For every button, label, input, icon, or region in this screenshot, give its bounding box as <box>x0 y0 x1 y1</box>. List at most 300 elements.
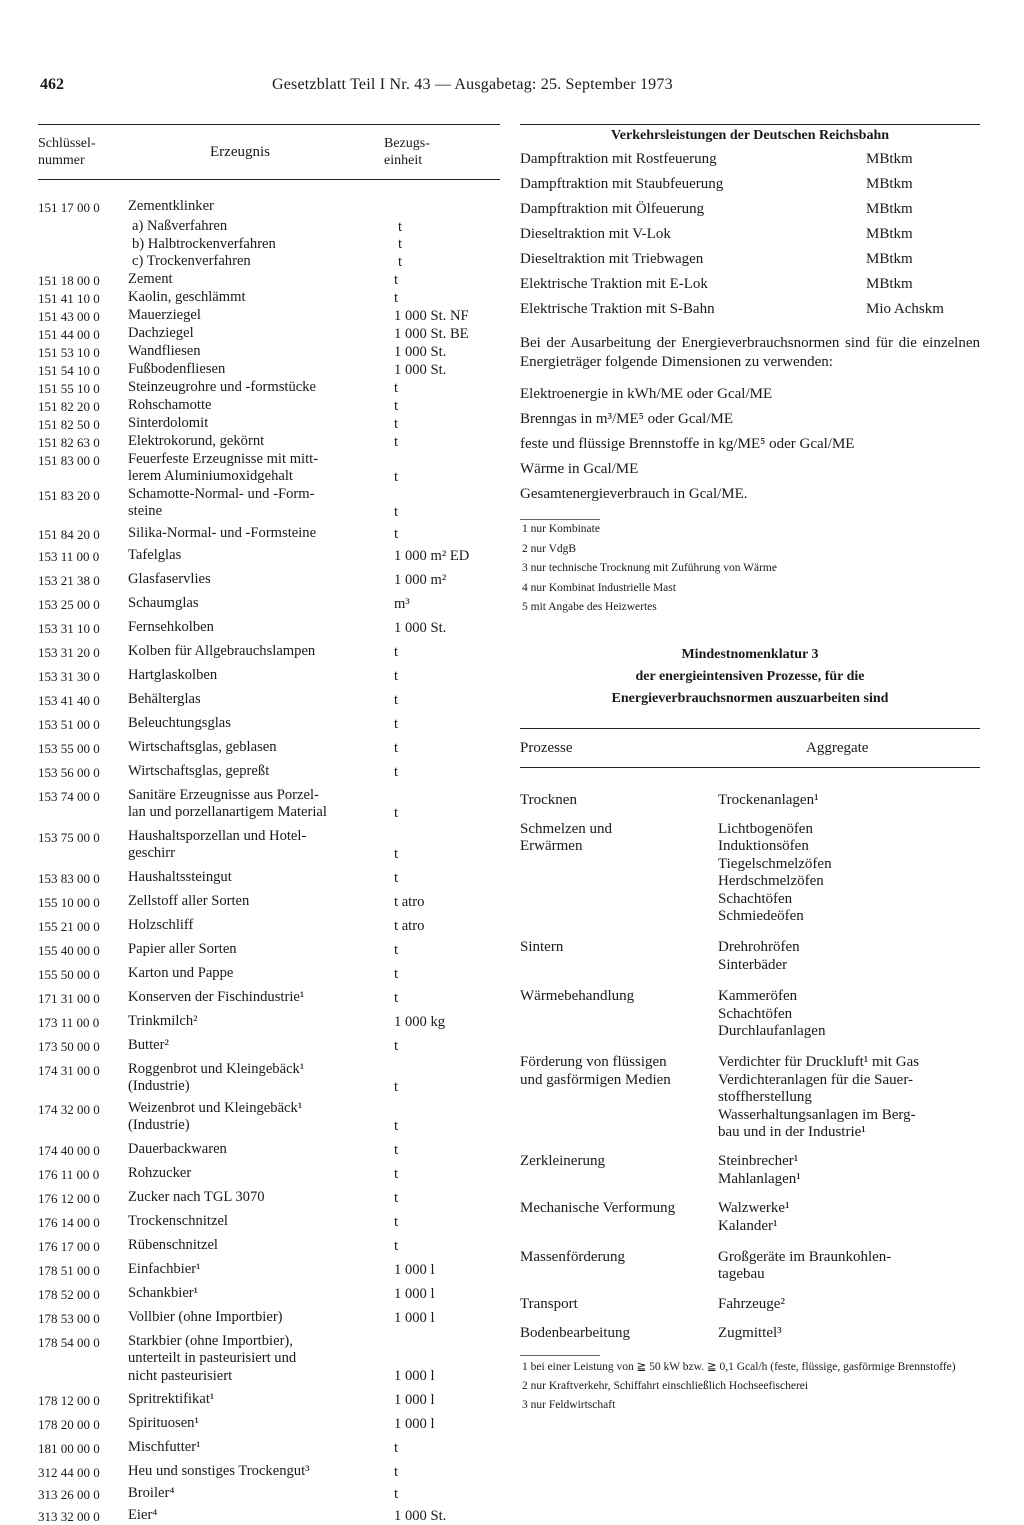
footnote-divider <box>520 1355 600 1356</box>
product-name <box>128 1061 394 1096</box>
product-name <box>128 1013 394 1031</box>
nomenklatur-row <box>520 821 980 925</box>
key-number: 153 11 00 0 <box>38 548 100 564</box>
product-line: Vollbier (ohne Importbier) <box>128 1308 283 1325</box>
unit: 1 000 St. NF <box>394 307 469 324</box>
process <box>520 939 718 974</box>
aggregate-line: Drehrohröfen <box>718 939 800 956</box>
transport-name: Elektrische Traktion mit S-Bahn <box>520 301 715 317</box>
unit: t <box>398 218 403 235</box>
product-line: lan und porzellanartigem Material <box>128 804 327 820</box>
unit: t <box>394 1078 399 1095</box>
unit: 1 000 l <box>394 1285 435 1302</box>
product-line: (Industrie) <box>128 1117 190 1133</box>
product-line: Spritrektifikat¹ <box>128 1391 215 1407</box>
unit: 1 000 l <box>394 1392 435 1408</box>
product-name <box>128 198 394 216</box>
footnote: 3 nur Feldwirtschaft <box>522 1398 616 1411</box>
unit: t <box>394 941 399 958</box>
transport-row <box>520 172 980 197</box>
product-line: Trinkmilch² <box>128 1012 198 1029</box>
product-name <box>128 1309 394 1327</box>
table-row <box>38 547 500 565</box>
product-line: Schaumglas <box>128 594 199 611</box>
table-row <box>38 1463 500 1481</box>
product-name <box>128 828 394 863</box>
table-row <box>38 1141 500 1159</box>
page-title: Gesetzblatt Teil I Nr. 43 — Ausgabetag: 25. September 1973 <box>272 76 673 93</box>
unit: t <box>394 397 399 414</box>
key-number: 313 26 00 0 <box>38 1487 100 1502</box>
product-line: Behälterglas <box>128 690 201 707</box>
product-name <box>128 289 394 307</box>
table-row <box>38 917 500 935</box>
product-line: Kaolin, geschlämmt <box>128 288 246 305</box>
product-line: Feuerfeste Erzeugnisse mit mitt- <box>128 450 319 467</box>
product-name <box>128 965 394 983</box>
product-name <box>128 1261 394 1279</box>
table-row <box>38 433 500 451</box>
product-name <box>128 869 394 887</box>
product-name <box>128 715 394 733</box>
table-row <box>38 828 500 863</box>
aggregates <box>718 1054 980 1141</box>
table-row <box>38 1213 500 1231</box>
product-line: Hartglaskolben <box>128 666 218 683</box>
dimension-item: Wärme in Gcal/ME <box>520 461 639 477</box>
aggregate-line: Verdichter für Druckluft¹ mit Gas <box>718 1054 920 1071</box>
unit: t <box>394 289 399 306</box>
footnote: 1 bei einer Leistung von ≧ 50 kW bzw. ≧ 0,1 Gcal/h (feste, flüssige, gasförmige Brennstoffe) <box>522 1360 956 1373</box>
key-number: 176 14 00 0 <box>38 1214 100 1230</box>
transport-row <box>520 297 980 322</box>
product-line: Steinzeugrohre und -formstücke <box>128 378 317 395</box>
product-line: Sanitäre Erzeugnisse aus Porzel- <box>128 786 319 803</box>
product-name <box>128 415 394 433</box>
process <box>520 792 718 809</box>
unit: t <box>394 804 399 821</box>
product-line: Rübenschnitzel <box>128 1236 218 1253</box>
product-line: Rohzucker <box>128 1164 192 1181</box>
nomenklatur-row <box>520 1153 980 1188</box>
table-row <box>38 691 500 709</box>
aggregate-line: Trockenanlagen¹ <box>718 791 819 808</box>
table-row <box>38 643 500 661</box>
product-name <box>128 218 398 236</box>
product-line: Roggenbrot und Kleingebäck¹ <box>128 1060 305 1077</box>
aggregates <box>718 988 980 1040</box>
unit: t <box>394 415 399 432</box>
table-row <box>38 965 500 983</box>
aggregates <box>718 821 980 925</box>
process-line: Trocknen <box>520 791 577 808</box>
key-number: 151 43 00 0 <box>38 308 100 324</box>
key-number: 151 83 00 0 <box>38 452 100 468</box>
table-row <box>38 1061 500 1096</box>
key-number: 173 50 00 0 <box>38 1038 100 1054</box>
product-line: Fußbodenfliesen <box>128 360 226 377</box>
table-row <box>38 525 500 543</box>
table-row <box>38 1285 500 1303</box>
process-line: Förderung von flüssigen <box>520 1054 667 1071</box>
unit: t <box>394 379 399 396</box>
product-name <box>128 1285 394 1303</box>
product-line: b) Halbtrockenverfahren <box>132 235 276 252</box>
unit: t <box>394 1037 399 1054</box>
process-line: Zerkleinerung <box>520 1153 605 1170</box>
key-number: 171 31 00 0 <box>38 990 100 1006</box>
unit: t <box>394 1117 399 1134</box>
unit: t <box>394 989 399 1006</box>
product-line: Rohschamotte <box>128 396 212 413</box>
nomenklatur-header <box>520 729 980 768</box>
dimension-item: Gesamtenergieverbrauch in Gcal/ME. <box>520 486 748 502</box>
key-number: 153 31 30 0 <box>38 668 100 684</box>
table-row <box>38 198 500 216</box>
process-line: Massenförderung <box>520 1249 625 1266</box>
unit: t <box>394 739 399 756</box>
aggregate-line: Durchlaufanlagen <box>718 1022 826 1039</box>
footnote: 3 nur technische Trocknung mit Zuführung von Wärme <box>522 562 777 574</box>
key-number: 173 11 00 0 <box>38 1014 100 1030</box>
table-row <box>38 236 500 254</box>
product-name <box>128 271 394 289</box>
key-number: 151 44 00 0 <box>38 326 100 342</box>
product-name <box>128 379 394 397</box>
product-rows <box>38 198 500 1525</box>
aggregate-line: Tiegelschmelzöfen <box>718 855 832 872</box>
table-row <box>38 1100 500 1135</box>
aggregate-line: Wasserhaltungsanlagen im Berg- <box>718 1106 916 1123</box>
footnote: 5 mit Angabe des Heizwertes <box>522 601 657 613</box>
product-line: Zement <box>128 270 173 287</box>
aggregates <box>718 1249 980 1284</box>
unit: 1 000 m² ED <box>394 547 470 564</box>
key-number: 155 40 00 0 <box>38 942 100 958</box>
product-line: Dauerbackwaren <box>128 1140 227 1157</box>
aggregate-line: Kammeröfen <box>718 988 798 1005</box>
product-line: Weizenbrot und Kleingebäck¹ <box>128 1099 303 1116</box>
product-name <box>128 343 394 361</box>
unit: t <box>394 691 399 708</box>
key-number: 153 74 00 0 <box>38 788 100 804</box>
table-row <box>38 289 500 307</box>
product-name <box>128 325 394 343</box>
table-row <box>38 451 500 486</box>
process <box>520 1296 718 1313</box>
product-name <box>128 1507 394 1525</box>
product-line: Trockenschnitzel <box>128 1212 228 1229</box>
table-row <box>38 667 500 685</box>
process <box>520 1153 718 1188</box>
key-number: 181 00 00 0 <box>38 1441 100 1456</box>
table-row <box>38 1165 500 1183</box>
product-line: Heu und sonstiges Trockengut³ <box>128 1463 310 1479</box>
key-number: 153 41 40 0 <box>38 692 100 708</box>
product-table-header <box>38 124 500 180</box>
product-name <box>128 1463 394 1481</box>
key-number: 313 32 00 0 <box>38 1509 100 1524</box>
nomenklatur-row <box>520 1249 980 1284</box>
unit: t <box>394 1486 399 1502</box>
product-line: Elektrokorund, gekörnt <box>128 432 265 449</box>
transport-title: Verkehrsleistungen der Deutschen Reichsbahn <box>610 128 890 143</box>
product-name <box>128 941 394 959</box>
header-product: Erzeugnis <box>210 144 270 160</box>
transport-row <box>520 147 980 172</box>
product-name <box>128 1213 394 1231</box>
footnote: 1 nur Kombinate <box>522 523 600 535</box>
transport-name: Dieseltraktion mit V-Lok <box>520 226 671 242</box>
unit: t <box>394 763 399 780</box>
unit: t <box>394 1165 399 1182</box>
table-row <box>38 271 500 289</box>
unit: t <box>394 1464 399 1480</box>
key-number: 155 50 00 0 <box>38 966 100 982</box>
unit: t <box>394 271 399 288</box>
product-name <box>128 307 394 325</box>
table-row <box>38 1309 500 1327</box>
product-name <box>128 525 394 543</box>
table-row <box>38 1391 500 1409</box>
product-name <box>128 1237 394 1255</box>
product-name <box>128 643 394 661</box>
process <box>520 1200 718 1235</box>
footnote: 2 nur Kraftverkehr, Schiffahrt einschließlich Hochseefischerei <box>522 1379 809 1392</box>
nomenklatur-row <box>520 988 980 1040</box>
aggregate-line: Zugmittel³ <box>718 1325 782 1342</box>
product-name <box>128 1037 394 1055</box>
aggregates <box>718 792 980 809</box>
unit: t <box>394 965 399 982</box>
unit: t <box>394 1237 399 1254</box>
table-row <box>38 1333 500 1386</box>
nomenklatur-row <box>520 1296 980 1313</box>
key-number: 153 31 20 0 <box>38 644 100 660</box>
table-row <box>38 1189 500 1207</box>
product-name <box>128 547 394 565</box>
aggregates <box>718 1153 980 1188</box>
header-process: Prozesse <box>520 739 573 756</box>
table-row <box>38 595 500 613</box>
transport-unit: MBtkm <box>866 276 913 292</box>
dimension-item: feste und flüssige Brennstoffe in kg/ME⁵ oder Gcal/ME <box>520 436 855 452</box>
product-name <box>128 397 394 415</box>
product-line: Zellstoff aller Sorten <box>128 892 250 909</box>
table-row <box>38 763 500 781</box>
key-number: 312 44 00 0 <box>38 1465 100 1480</box>
product-line: steine <box>128 503 163 519</box>
transport-name: Dampftraktion mit Ölfeuerung <box>520 201 705 217</box>
transport-rows <box>520 147 980 322</box>
aggregates <box>718 1325 980 1342</box>
aggregate-line: Lichtbogenöfen <box>718 820 813 837</box>
product-name <box>128 989 394 1007</box>
product-name <box>128 236 398 254</box>
product-line: Glasfaservlies <box>128 570 211 587</box>
key-number: 178 52 00 0 <box>38 1286 100 1302</box>
product-name <box>128 1141 394 1159</box>
key-number: 153 75 00 0 <box>38 829 100 845</box>
nomenklatur-title: Mindestnomenklatur 3 der energieintensiven Prozesse, für die Energieverbrauchsnormen auszuarbeiten sind <box>611 646 889 706</box>
key-number: 155 21 00 0 <box>38 918 100 934</box>
aggregate-line: Kalander¹ <box>718 1217 778 1234</box>
product-line: Einfachbier¹ <box>128 1260 201 1277</box>
aggregate-line: Verdichteranlagen für die Sauer- <box>718 1071 914 1088</box>
dimension-item: Brenngas in m³/ME⁵ oder Gcal/ME <box>520 411 734 427</box>
product-line: c) Trockenverfahren <box>132 253 251 269</box>
process-line: Erwärmen <box>520 838 583 855</box>
transport-name: Dampftraktion mit Staubfeuerung <box>520 176 724 192</box>
table-row <box>38 715 500 733</box>
table-row <box>38 1415 500 1433</box>
product-line: (Industrie) <box>128 1078 190 1094</box>
table-row <box>38 253 500 271</box>
footnote: 2 nur VdgB <box>522 542 577 555</box>
table-row <box>38 941 500 959</box>
unit: t <box>398 236 403 252</box>
table-row <box>38 1037 500 1055</box>
product-line: Broiler⁴ <box>128 1485 175 1501</box>
product-line: nicht pasteurisiert <box>128 1367 233 1384</box>
product-line: Starkbier (ohne Importbier), <box>128 1332 293 1349</box>
page-number: 462 <box>40 76 64 93</box>
footnote: 4 nur Kombinat Industrielle Mast <box>522 581 676 594</box>
unit: m³ <box>394 595 410 612</box>
key-number: 155 10 00 0 <box>38 894 100 910</box>
header-aggregate: Aggregate <box>806 739 869 756</box>
table-row <box>38 361 500 379</box>
product-name <box>128 1485 394 1503</box>
unit: t <box>394 643 399 660</box>
dimension-item: Elektroenergie in kWh/ME oder Gcal/ME <box>520 386 773 402</box>
process-line: Transport <box>520 1295 578 1312</box>
product-name <box>128 917 394 935</box>
aggregate-line: Walzwerke¹ <box>718 1200 790 1217</box>
aggregate-line: Mahlanlagen¹ <box>718 1170 801 1187</box>
product-name <box>128 1333 394 1386</box>
transport-row <box>520 197 980 222</box>
process-line: Sintern <box>520 939 564 956</box>
product-line: Zucker nach TGL 3070 <box>128 1188 265 1205</box>
aggregate-line: bau und in der Industrie¹ <box>718 1124 866 1140</box>
unit: t <box>394 1141 399 1158</box>
key-number: 153 31 10 0 <box>38 620 100 636</box>
product-name <box>128 595 394 613</box>
product-line: Tafelglas <box>128 546 182 563</box>
unit: t atro <box>394 917 425 934</box>
transport-name: Dampftraktion mit Rostfeuerung <box>520 151 717 167</box>
product-name <box>128 667 394 685</box>
product-name <box>128 451 394 486</box>
process <box>520 1249 718 1284</box>
product-line: Karton und Pappe <box>128 964 234 981</box>
key-number: 151 17 00 0 <box>38 200 100 215</box>
header-unit: Bezugs- einheit <box>384 136 430 168</box>
key-number: 176 11 00 0 <box>38 1166 100 1182</box>
product-name <box>128 787 394 822</box>
product-table <box>38 124 500 1525</box>
aggregate-line: Fahrzeuge² <box>718 1295 785 1312</box>
table-row <box>38 1237 500 1255</box>
key-number: 153 55 00 0 <box>38 740 100 756</box>
product-line: Wirtschaftsglas, gepreßt <box>128 762 270 779</box>
aggregate-line: Großgeräte im Braunkohlen- <box>718 1249 892 1266</box>
transport-unit: MBtkm <box>866 176 913 192</box>
nomenklatur-table <box>520 728 980 1343</box>
key-number: 151 54 10 0 <box>38 362 100 378</box>
transport-name: Elektrische Traktion mit E-Lok <box>520 276 708 292</box>
product-line: Haushaltssteingut <box>128 868 232 885</box>
key-number: 153 56 00 0 <box>38 764 100 780</box>
nomenklatur-row <box>520 792 980 809</box>
product-line: Kolben für Allgebrauchslampen <box>128 642 316 659</box>
product-name <box>128 1165 394 1183</box>
key-number: 174 40 00 0 <box>38 1142 100 1158</box>
product-name <box>128 619 394 637</box>
process-line: Mechanische Verformung <box>520 1200 676 1217</box>
product-name <box>128 691 394 709</box>
unit: t <box>394 715 399 732</box>
product-line: Dachziegel <box>128 324 194 341</box>
product-line: Mauerziegel <box>128 306 201 323</box>
key-number: 178 53 00 0 <box>38 1310 100 1326</box>
product-name <box>128 253 398 271</box>
product-name <box>128 739 394 757</box>
transport-row <box>520 247 980 272</box>
unit: t <box>394 667 399 684</box>
unit: t <box>394 869 399 886</box>
key-number: 153 83 00 0 <box>38 870 100 886</box>
unit: 1 000 St. BE <box>394 325 469 342</box>
header-key: Schlüssel- nummer <box>38 136 96 168</box>
product-line: lerem Aluminiumoxidgehalt <box>128 468 293 484</box>
unit: 1 000 St. <box>394 361 447 378</box>
key-number <box>38 218 128 220</box>
table-row <box>38 379 500 397</box>
nomenklatur-row <box>520 939 980 974</box>
table-row <box>38 1507 500 1525</box>
aggregate-line: stoffherstellung <box>718 1089 812 1106</box>
unit: t <box>394 525 399 542</box>
product-line: unterteilt in pasteurisiert und <box>128 1350 297 1366</box>
product-name <box>128 433 394 451</box>
key-number: 151 84 20 0 <box>38 526 100 542</box>
process <box>520 988 718 1040</box>
key-number: 151 55 10 0 <box>38 380 100 396</box>
process-line: Wärmebehandlung <box>520 988 635 1005</box>
unit: 1 000 St. <box>394 343 447 360</box>
unit: 1 000 l <box>394 1261 435 1278</box>
key-number: 176 17 00 0 <box>38 1238 100 1254</box>
table-row <box>38 218 500 236</box>
key-number: 153 21 38 0 <box>38 572 100 588</box>
unit: 1 000 St. <box>394 619 447 636</box>
dimension-list <box>520 382 980 507</box>
aggregate-line: tagebau <box>718 1266 765 1283</box>
product-name <box>128 1100 394 1135</box>
unit: t <box>394 1189 399 1206</box>
nomenklatur-row <box>520 1054 980 1141</box>
table-row <box>38 486 500 521</box>
key-number: 174 32 00 0 <box>38 1101 100 1117</box>
nomenklatur-rows <box>520 792 980 1343</box>
process <box>520 1325 718 1342</box>
table-row <box>38 307 500 325</box>
process <box>520 1054 718 1141</box>
product-line: Papier aller Sorten <box>128 940 237 957</box>
key-number: 151 18 00 0 <box>38 272 100 288</box>
